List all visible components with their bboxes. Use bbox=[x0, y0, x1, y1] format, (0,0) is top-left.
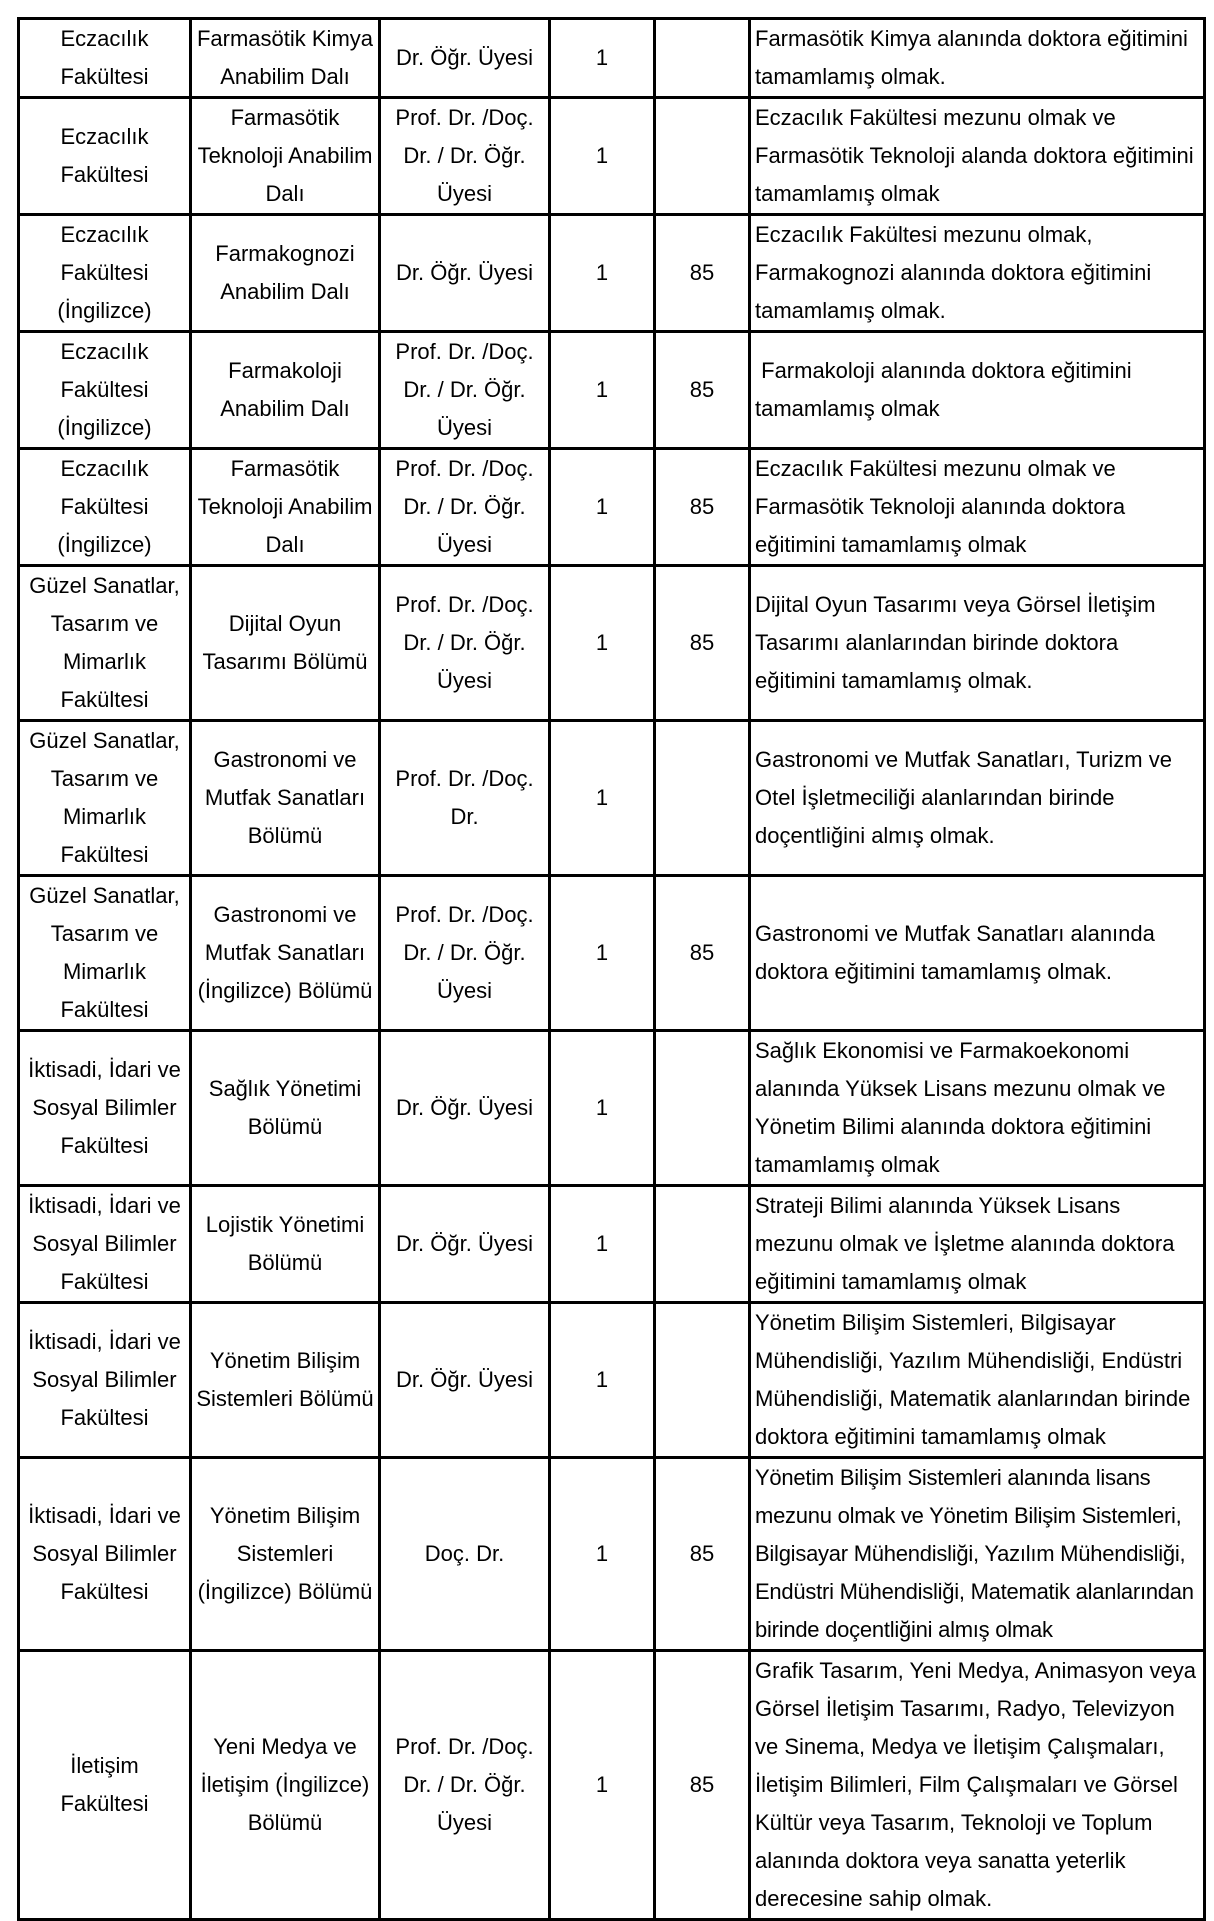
requirement-cell: Gastronomi ve Mutfak Sanatları, Turizm ve Otel İşletmeciliği alanlarından birinde doçentliğini almış olmak. bbox=[750, 721, 1205, 876]
department-cell: Farmakognozi Anabilim Dalı bbox=[191, 215, 380, 332]
title-cell: Dr. Öğr. Üyesi bbox=[380, 215, 550, 332]
faculty-cell: Eczacılık Fakültesi (İngilizce) bbox=[19, 449, 191, 566]
faculty-cell: İktisadi, İdari ve Sosyal Bilimler Fakültesi bbox=[19, 1303, 191, 1458]
table-row bbox=[19, 1303, 1205, 1458]
score-cell: 85 bbox=[655, 566, 750, 721]
department-cell: Yeni Medya ve İletişim (İngilizce) Bölümü bbox=[191, 1651, 380, 1920]
faculty-cell: Eczacılık Fakültesi (İngilizce) bbox=[19, 215, 191, 332]
count-cell: 1 bbox=[550, 1031, 655, 1186]
title-cell: Dr. Öğr. Üyesi bbox=[380, 19, 550, 98]
count-cell: 1 bbox=[550, 332, 655, 449]
table-row bbox=[19, 1651, 1205, 1920]
count-cell: 1 bbox=[550, 566, 655, 721]
score-cell: 85 bbox=[655, 876, 750, 1031]
table-row bbox=[19, 1458, 1205, 1651]
table-row bbox=[19, 876, 1205, 1031]
title-cell: Doç. Dr. bbox=[380, 1458, 550, 1651]
requirement-cell: Grafik Tasarım, Yeni Medya, Animasyon veya Görsel İletişim Tasarımı, Radyo, Televizyon ve Sinema, Medya ve İletişim Çalışmaları, İletişim Bilimleri, Film Çalışmaları ve Görsel Kültür veya Tasarım, Teknoloji ve Toplum alanında doktora veya sanatta yeterlik derecesine sahip olmak. bbox=[750, 1651, 1205, 1920]
title-cell: Prof. Dr. /Doç. Dr. / Dr. Öğr. Üyesi bbox=[380, 566, 550, 721]
faculty-cell: Eczacılık Fakültesi bbox=[19, 19, 191, 98]
title-cell: Prof. Dr. /Doç. Dr. / Dr. Öğr. Üyesi bbox=[380, 449, 550, 566]
table-row bbox=[19, 19, 1205, 98]
score-cell: 85 bbox=[655, 332, 750, 449]
score-cell: 85 bbox=[655, 449, 750, 566]
faculty-cell: İktisadi, İdari ve Sosyal Bilimler Fakültesi bbox=[19, 1186, 191, 1303]
score-cell bbox=[655, 721, 750, 876]
count-cell: 1 bbox=[550, 98, 655, 215]
requirement-cell: Strateji Bilimi alanında Yüksek Lisans mezunu olmak ve İşletme alanında doktora eğitimini tamamlamış olmak bbox=[750, 1186, 1205, 1303]
title-cell: Prof. Dr. /Doç. Dr. / Dr. Öğr. Üyesi bbox=[380, 332, 550, 449]
requirement-cell: Farmakoloji alanında doktora eğitimini tamamlamış olmak bbox=[750, 332, 1205, 449]
count-cell: 1 bbox=[550, 1186, 655, 1303]
faculty-cell: Eczacılık Fakültesi bbox=[19, 98, 191, 215]
table-row bbox=[19, 332, 1205, 449]
requirement-cell: Dijital Oyun Tasarımı veya Görsel İletişim Tasarımı alanlarından birinde doktora eğitimini tamamlamış olmak. bbox=[750, 566, 1205, 721]
faculty-cell: İktisadi, İdari ve Sosyal Bilimler Fakültesi bbox=[19, 1031, 191, 1186]
faculty-cell: İktisadi, İdari ve Sosyal Bilimler Fakültesi bbox=[19, 1458, 191, 1651]
department-cell: Dijital Oyun Tasarımı Bölümü bbox=[191, 566, 380, 721]
faculty-cell: Güzel Sanatlar, Tasarım ve Mimarlık Fakültesi bbox=[19, 721, 191, 876]
table-row bbox=[19, 721, 1205, 876]
count-cell: 1 bbox=[550, 1303, 655, 1458]
count-cell: 1 bbox=[550, 19, 655, 98]
count-cell: 1 bbox=[550, 1651, 655, 1920]
title-cell: Dr. Öğr. Üyesi bbox=[380, 1186, 550, 1303]
department-cell: Sağlık Yönetimi Bölümü bbox=[191, 1031, 380, 1186]
count-cell: 1 bbox=[550, 721, 655, 876]
department-cell: Farmasötik Teknoloji Anabilim Dalı bbox=[191, 98, 380, 215]
title-cell: Prof. Dr. /Doç. Dr. bbox=[380, 721, 550, 876]
requirement-cell: Eczacılık Fakültesi mezunu olmak ve Farmasötik Teknoloji alanda doktora eğitimini tamamlamış olmak bbox=[750, 98, 1205, 215]
department-cell: Farmasötik Teknoloji Anabilim Dalı bbox=[191, 449, 380, 566]
score-cell bbox=[655, 1303, 750, 1458]
title-cell: Prof. Dr. /Doç. Dr. / Dr. Öğr. Üyesi bbox=[380, 1651, 550, 1920]
faculty-cell: Güzel Sanatlar, Tasarım ve Mimarlık Fakültesi bbox=[19, 876, 191, 1031]
score-cell: 85 bbox=[655, 1651, 750, 1920]
title-cell: Dr. Öğr. Üyesi bbox=[380, 1303, 550, 1458]
title-cell: Prof. Dr. /Doç. Dr. / Dr. Öğr. Üyesi bbox=[380, 876, 550, 1031]
score-cell bbox=[655, 19, 750, 98]
table-row bbox=[19, 215, 1205, 332]
score-cell bbox=[655, 98, 750, 215]
title-cell: Dr. Öğr. Üyesi bbox=[380, 1031, 550, 1186]
table-body bbox=[19, 19, 1205, 1920]
table-row bbox=[19, 449, 1205, 566]
academic-positions-table bbox=[17, 17, 1206, 1921]
count-cell: 1 bbox=[550, 215, 655, 332]
faculty-cell: İletişim Fakültesi bbox=[19, 1651, 191, 1920]
department-cell: Gastronomi ve Mutfak Sanatları (İngilizce) Bölümü bbox=[191, 876, 380, 1031]
requirement-cell: Eczacılık Fakültesi mezunu olmak, Farmakognozi alanında doktora eğitimini tamamlamış olmak. bbox=[750, 215, 1205, 332]
count-cell: 1 bbox=[550, 876, 655, 1031]
requirement-cell: Eczacılık Fakültesi mezunu olmak ve Farmasötik Teknoloji alanında doktora eğitimini tamamlamış olmak bbox=[750, 449, 1205, 566]
title-cell: Prof. Dr. /Doç. Dr. / Dr. Öğr. Üyesi bbox=[380, 98, 550, 215]
count-cell: 1 bbox=[550, 449, 655, 566]
requirement-cell: Yönetim Bilişim Sistemleri, Bilgisayar Mühendisliği, Yazılım Mühendisliği, Endüstri Mühendisliği, Matematik alanlarından birinde doktora eğitimini tamamlamış olmak bbox=[750, 1303, 1205, 1458]
score-cell bbox=[655, 1031, 750, 1186]
count-cell: 1 bbox=[550, 1458, 655, 1651]
department-cell: Farmakoloji Anabilim Dalı bbox=[191, 332, 380, 449]
table-row bbox=[19, 566, 1205, 721]
score-cell: 85 bbox=[655, 1458, 750, 1651]
requirement-cell: Gastronomi ve Mutfak Sanatları alanında doktora eğitimini tamamlamış olmak. bbox=[750, 876, 1205, 1031]
department-cell: Lojistik Yönetimi Bölümü bbox=[191, 1186, 380, 1303]
table-row bbox=[19, 1186, 1205, 1303]
table-row bbox=[19, 98, 1205, 215]
score-cell: 85 bbox=[655, 215, 750, 332]
requirement-cell: Farmasötik Kimya alanında doktora eğitimini tamamlamış olmak. bbox=[750, 19, 1205, 98]
department-cell: Yönetim Bilişim Sistemleri (İngilizce) Bölümü bbox=[191, 1458, 380, 1651]
department-cell: Yönetim Bilişim Sistemleri Bölümü bbox=[191, 1303, 380, 1458]
faculty-cell: Güzel Sanatlar, Tasarım ve Mimarlık Fakültesi bbox=[19, 566, 191, 721]
score-cell bbox=[655, 1186, 750, 1303]
table-row bbox=[19, 1031, 1205, 1186]
requirement-cell: Sağlık Ekonomisi ve Farmakoekonomi alanında Yüksek Lisans mezunu olmak ve Yönetim Bilimi alanında doktora eğitimini tamamlamış olmak bbox=[750, 1031, 1205, 1186]
faculty-cell: Eczacılık Fakültesi (İngilizce) bbox=[19, 332, 191, 449]
department-cell: Farmasötik Kimya Anabilim Dalı bbox=[191, 19, 380, 98]
requirement-cell: Yönetim Bilişim Sistemleri alanında lisans mezunu olmak ve Yönetim Bilişim Sistemleri, Bilgisayar Mühendisliği, Yazılım Mühendisliği, Endüstri Mühendisliği, Matematik alanlarından birinde doçentliğini almış olmak bbox=[750, 1458, 1205, 1651]
department-cell: Gastronomi ve Mutfak Sanatları Bölümü bbox=[191, 721, 380, 876]
